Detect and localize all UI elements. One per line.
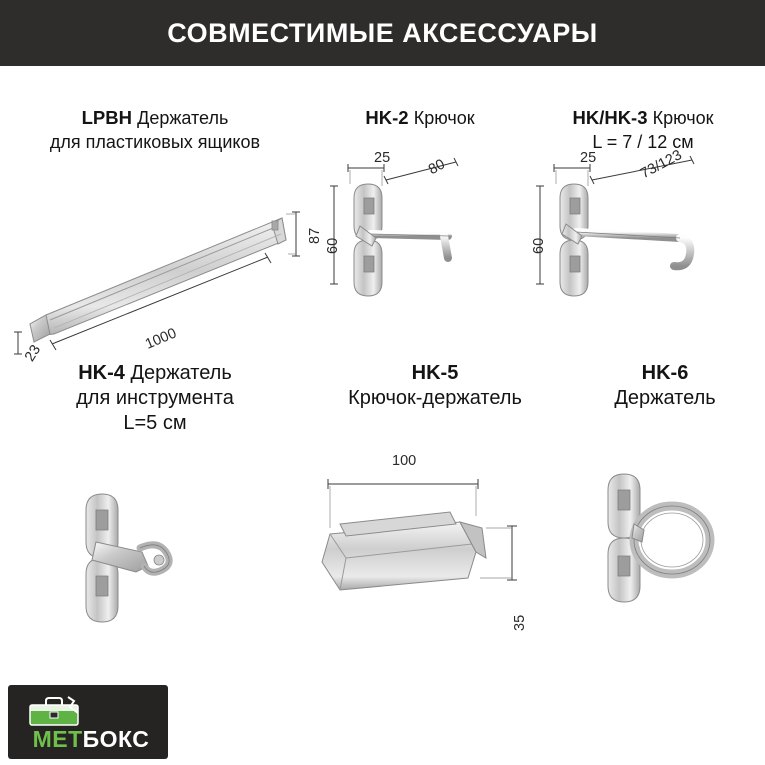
dimension-label: 87 xyxy=(307,227,323,244)
shelf-hook-icon xyxy=(300,466,560,636)
dimension-label: 73/123 xyxy=(638,147,685,183)
accessory-card-hk6[interactable] xyxy=(570,361,760,661)
brand-name-part2: БОКС xyxy=(82,726,150,752)
accessory-code: HK-6 xyxy=(641,362,689,384)
accessory-name: Держатель xyxy=(130,362,232,384)
accessory-code: HK-5 xyxy=(411,362,459,384)
dimension-label: 60 xyxy=(531,237,547,254)
accessory-card-hk3[interactable] xyxy=(528,106,758,376)
dimension-label: 23 xyxy=(22,342,45,365)
header-bar xyxy=(0,0,765,66)
accessory-caption xyxy=(320,106,520,130)
long-hook-icon xyxy=(528,156,748,336)
accessory-length: L=5 см xyxy=(123,412,187,434)
page-title: СОВМЕСТИМЫЕ АКСЕССУАРЫ xyxy=(167,17,598,48)
dimension-label: 60 xyxy=(325,237,341,254)
brand-name-part1: МЕТ xyxy=(32,726,83,752)
accessory-desc: L = 7 / 12 см xyxy=(592,131,694,152)
accessory-caption xyxy=(10,106,300,153)
ring-holder-icon xyxy=(580,466,760,626)
accessory-desc: для пластиковых ящиков xyxy=(49,131,261,152)
accessory-card-hk4[interactable] xyxy=(10,361,300,661)
accessories-grid xyxy=(0,66,765,676)
accessory-caption xyxy=(300,361,570,411)
dimension-label: 25 xyxy=(374,150,391,166)
footer xyxy=(0,677,765,765)
brand-name xyxy=(16,726,166,753)
accessory-code: HK-2 xyxy=(365,107,409,128)
dimension-label: 100 xyxy=(392,453,417,469)
accessory-card-hk2[interactable] xyxy=(320,106,520,376)
brand-logo[interactable] xyxy=(8,685,168,759)
toolbox-icon xyxy=(26,695,82,727)
dimension-label: 80 xyxy=(426,156,448,179)
dimension-label: 1000 xyxy=(143,325,179,353)
dimension-label: 25 xyxy=(580,150,597,166)
accessory-desc: для инструмента xyxy=(76,387,234,409)
dimension-label: 35 xyxy=(512,614,528,631)
accessory-name: Крючок xyxy=(413,108,475,128)
accessory-caption xyxy=(570,361,760,411)
single-hook-icon xyxy=(320,156,520,336)
accessory-caption xyxy=(10,361,300,436)
accessory-code: HK-4 xyxy=(78,362,125,384)
tool-holder-icon xyxy=(40,486,280,646)
accessory-name: Крючок xyxy=(652,108,714,128)
accessory-code: LPBH xyxy=(81,107,132,128)
accessory-code: HK/HK-3 xyxy=(572,107,648,128)
rail-holder-icon xyxy=(10,164,300,354)
accessory-name: Держатель xyxy=(137,108,229,128)
accessory-card-hk5[interactable] xyxy=(300,361,570,661)
accessory-desc: Крючок-держатель xyxy=(348,387,522,409)
accessory-desc: Держатель xyxy=(614,387,716,409)
accessory-card-lpbh[interactable] xyxy=(10,106,323,376)
accessory-caption xyxy=(528,106,758,153)
